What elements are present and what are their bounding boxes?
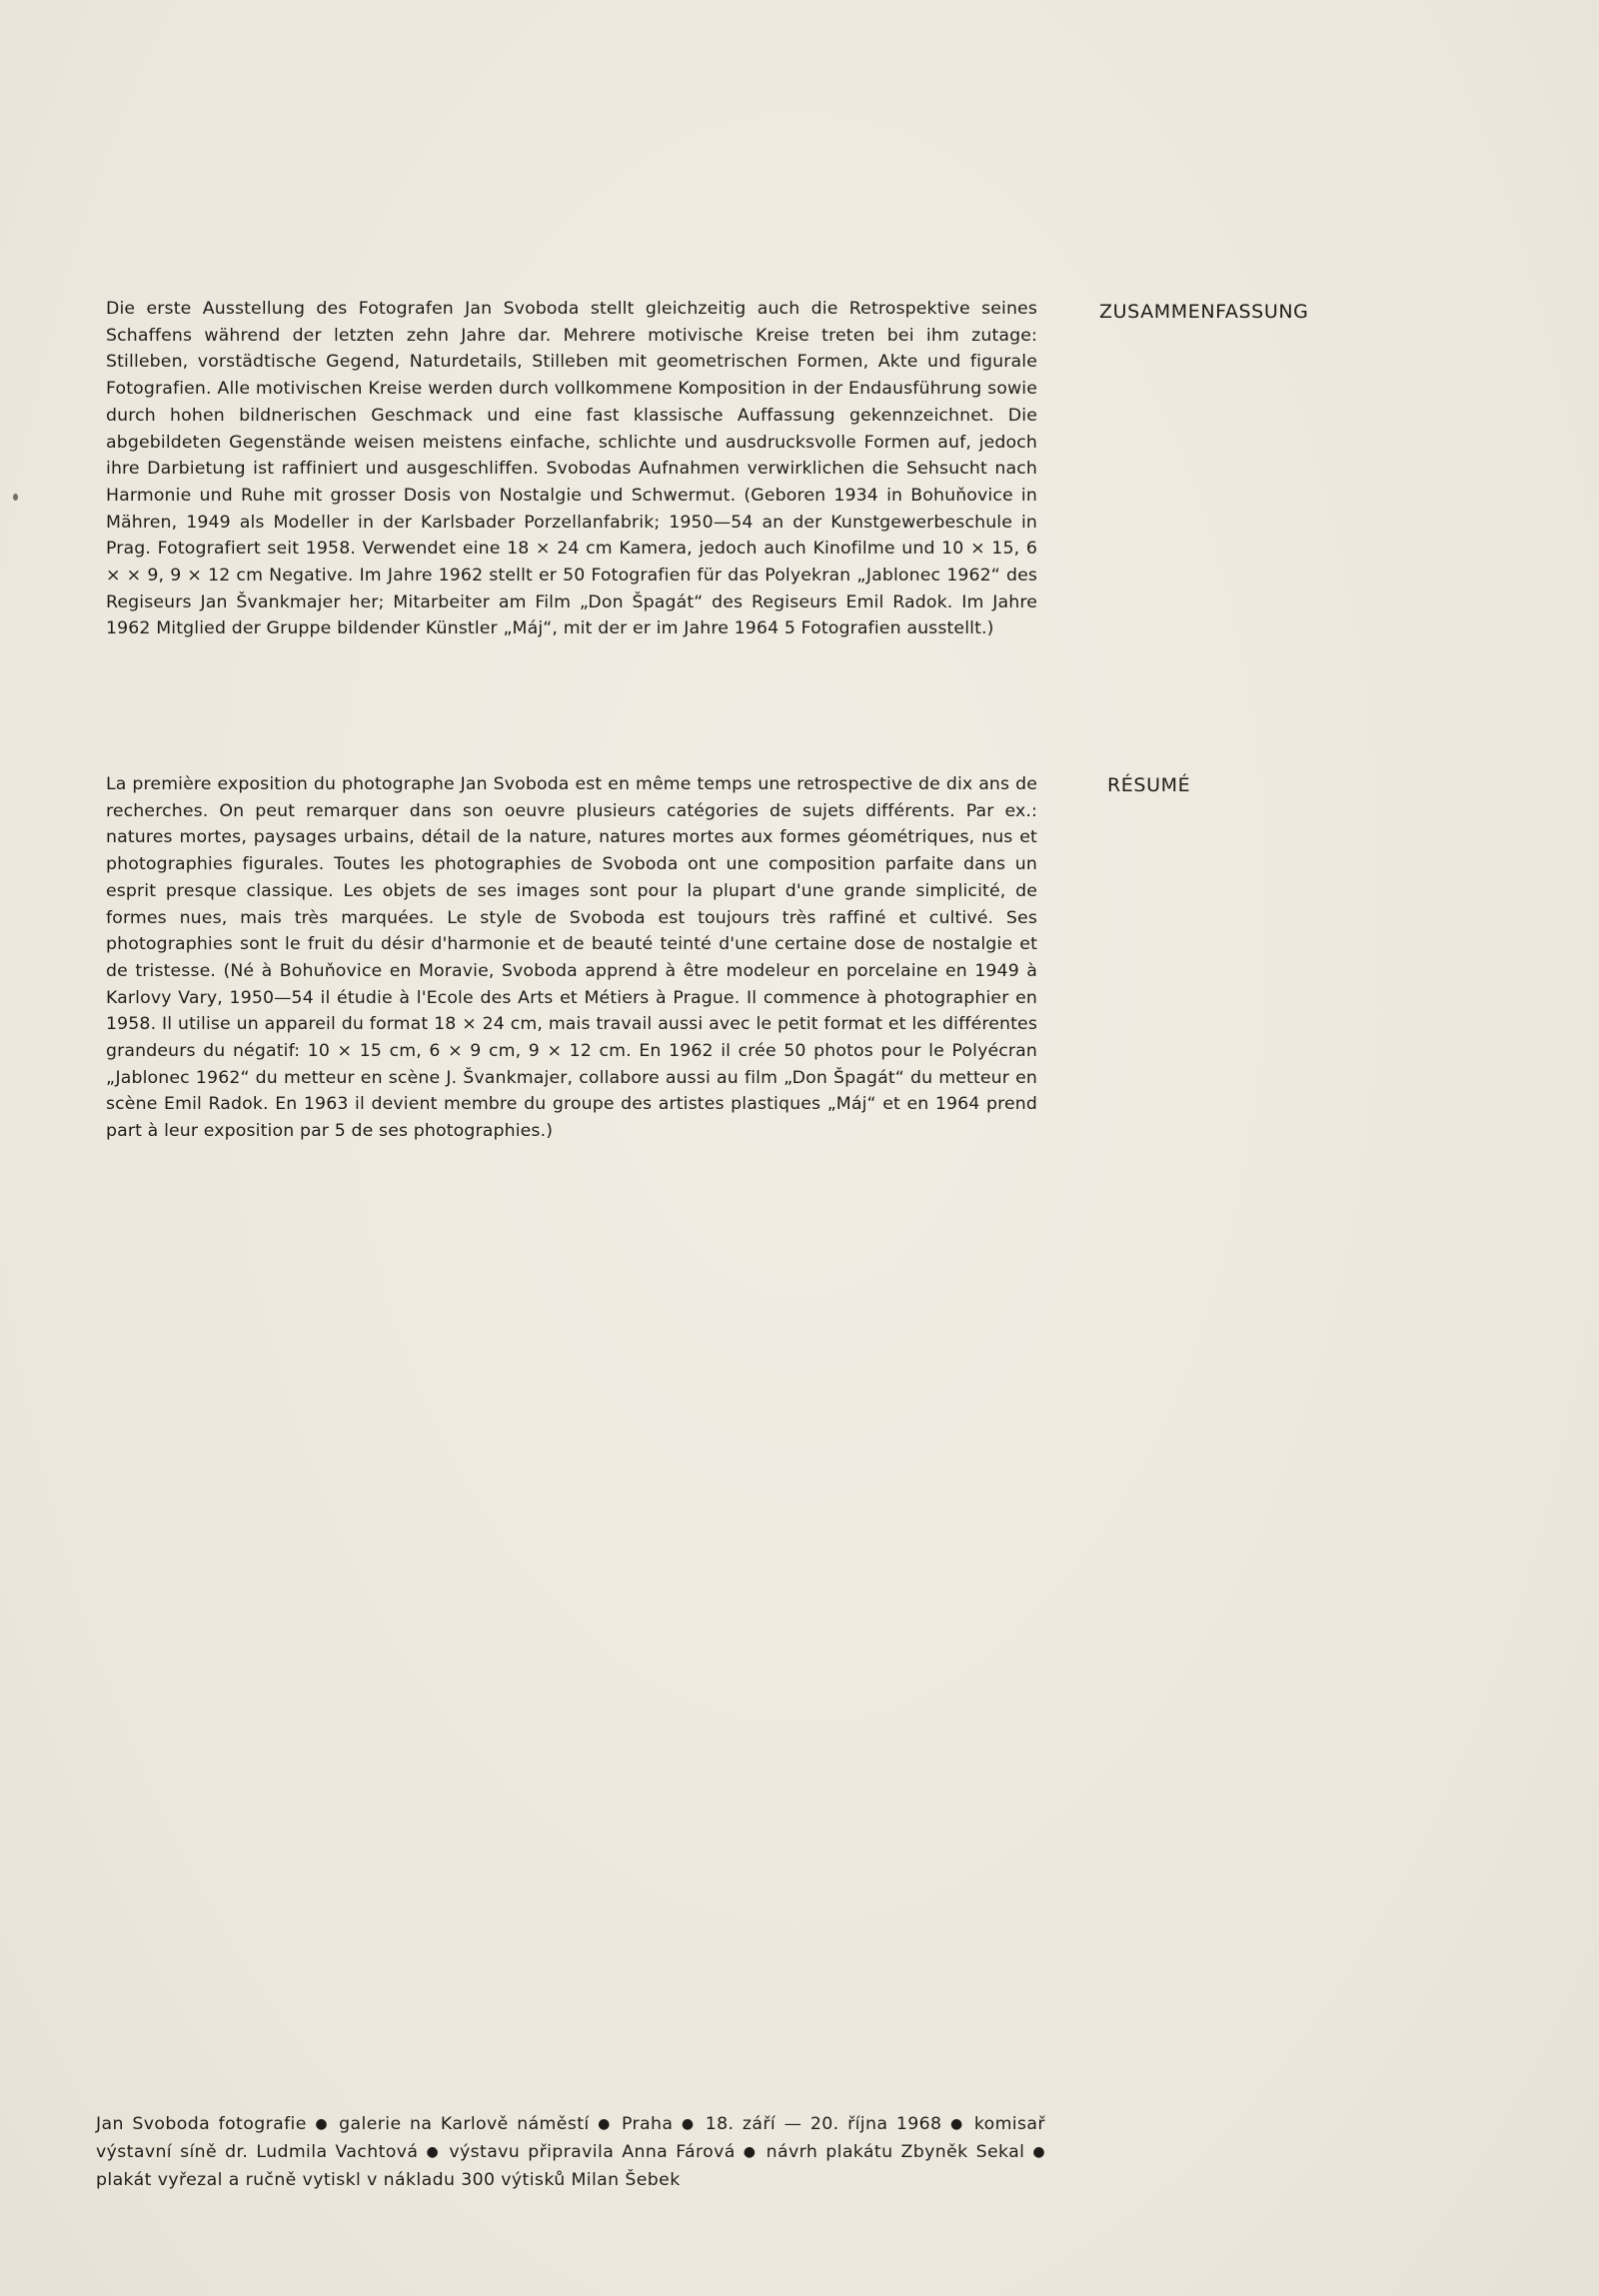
bullet-separator: ● <box>950 2116 966 2132</box>
bullet-separator: ● <box>681 2116 698 2132</box>
bullet-separator: ● <box>743 2144 759 2160</box>
colophon-item: Jan Svoboda fotografie <box>96 2114 307 2134</box>
exhibition-colophon <box>96 2110 1045 2194</box>
german-summary-body <box>106 296 1037 642</box>
colophon-item: komisař výstavní síně dr. Ludmila Vachtová <box>96 2114 1045 2162</box>
paper-speck <box>13 494 18 501</box>
colophon-item: výstavu připravila Anna Fárová <box>449 2142 736 2162</box>
french-summary-body <box>106 771 1037 1145</box>
bullet-separator: ● <box>426 2144 442 2160</box>
colophon-item: plakát vyřezal a ručně vytiskl v nákladu 300 výtisků Milan Šebek <box>96 2170 681 2190</box>
german-summary-text: Die erste Ausstellung des Fotografen Jan Svoboda stellt gleichzeitig auch die Retrospektive seines Schaffens während der letzten zehn Jahre dar. Mehrere motivische Kreise treten bei ihm zutage: Stilleben, vorstädtische Gegend, Naturdetails, Stilleben mit geometrischen Formen, Akte und figurale Fotografien. Alle motivischen Kreise werden durch vollkommene Komposition in der Endausführung sowie durch hohen bildnerischen Geschmack und eine fast klassische Auffassung gekennzeichnet. Die abgebildeten Gegenstände weisen meistens einfache, schlichte und ausdrucksvolle Formen auf, jedoch ihre Darbietung ist raffiniert und ausgeschliffen. Svobodas Aufnahmen verwirklichen die Sehsucht nach Harmonie und Ruhe mit grosser Dosis von Nostalgie und Schwermut. (Geboren 1934 in Bohuňovice in Mähren, 1949 als Modeller in der Karlsbader Porzellanfabrik; 1950—54 an der Kunstgewerbeschule in Prag. Fotografiert seit 1958. Verwendet eine 18 × 24 cm Kamera, jedoch auch Kinofilme und 10 × 15, 6 × × 9, 9 × 12 cm Negative. Im Jahre 1962 stellt er 50 Fotografien für das Polyekran „Jablonec 1962“ des Regiseurs Jan Švankmajer her; Mitarbeiter am Film „Don Špagát“ des Regiseurs Emil Radok. Im Jahre 1962 Mitglied der Gruppe bildender Künstler „Máj“, mit der er im Jahre 1964 5 Fotografien ausstellt.) <box>106 299 1037 639</box>
bullet-separator: ● <box>1032 2144 1045 2160</box>
bullet-separator: ● <box>315 2116 331 2132</box>
colophon-item: 18. září — 20. října 1968 <box>705 2114 942 2134</box>
colophon-item: návrh plakátu Zbyněk Sekal <box>766 2142 1025 2162</box>
french-summary-text: La première exposition du photographe Jan Svoboda est en même temps une retrospective de dix ans de recherches. On peut remarquer dans son oeuvre plusieurs catégories de sujets différents. Par ex.: natures mortes, paysages urbains, détail de la nature, natures mortes aux formes géométriques, nus et photographies figurales. Toutes les photographies de Svoboda ont une composition parfaite dans un esprit presque classique. Les objets de ses images sont pour la plupart d'une grande simplicité, de formes nues, mais très marquées. Le style de Svoboda est toujours très raffiné et cultivé. Ses photographies sont le fruit du désir d'harmonie et de beauté teinté d'une certaine dose de nostalgie et de tristesse. (Né à Bohuňovice en Moravie, Svoboda apprend à être modeleur en porcelaine en 1949 à Karlovy Vary, 1950—54 il étudie à l'Ecole des Arts et Métiers à Prague. Il commence à photographier en 1958. Il utilise un appareil du format 18 × 24 cm, mais travail aussi avec le petit format et les différentes grandeurs du négatif: 10 × 15 cm, 6 × 9 cm, 9 × 12 cm. En 1962 il crée 50 photos pour le Polyécran „Jablonec 1962“ du metteur en scène J. Švankmajer, collabore aussi au film „Don Špagát“ du metteur en scène Emil Radok. En 1963 il devient membre du groupe des artistes plastiques „Máj“ et en 1964 prend part à leur exposition par 5 de ses photographies.) <box>106 774 1037 1142</box>
french-summary-heading: RÉSUMÉ <box>1107 774 1191 796</box>
colophon-item: Praha <box>621 2114 674 2134</box>
bullet-separator: ● <box>598 2116 614 2132</box>
german-summary-heading: ZUSAMMENFASSUNG <box>1099 301 1309 323</box>
colophon-item: galerie na Karlově náměstí <box>339 2114 590 2134</box>
